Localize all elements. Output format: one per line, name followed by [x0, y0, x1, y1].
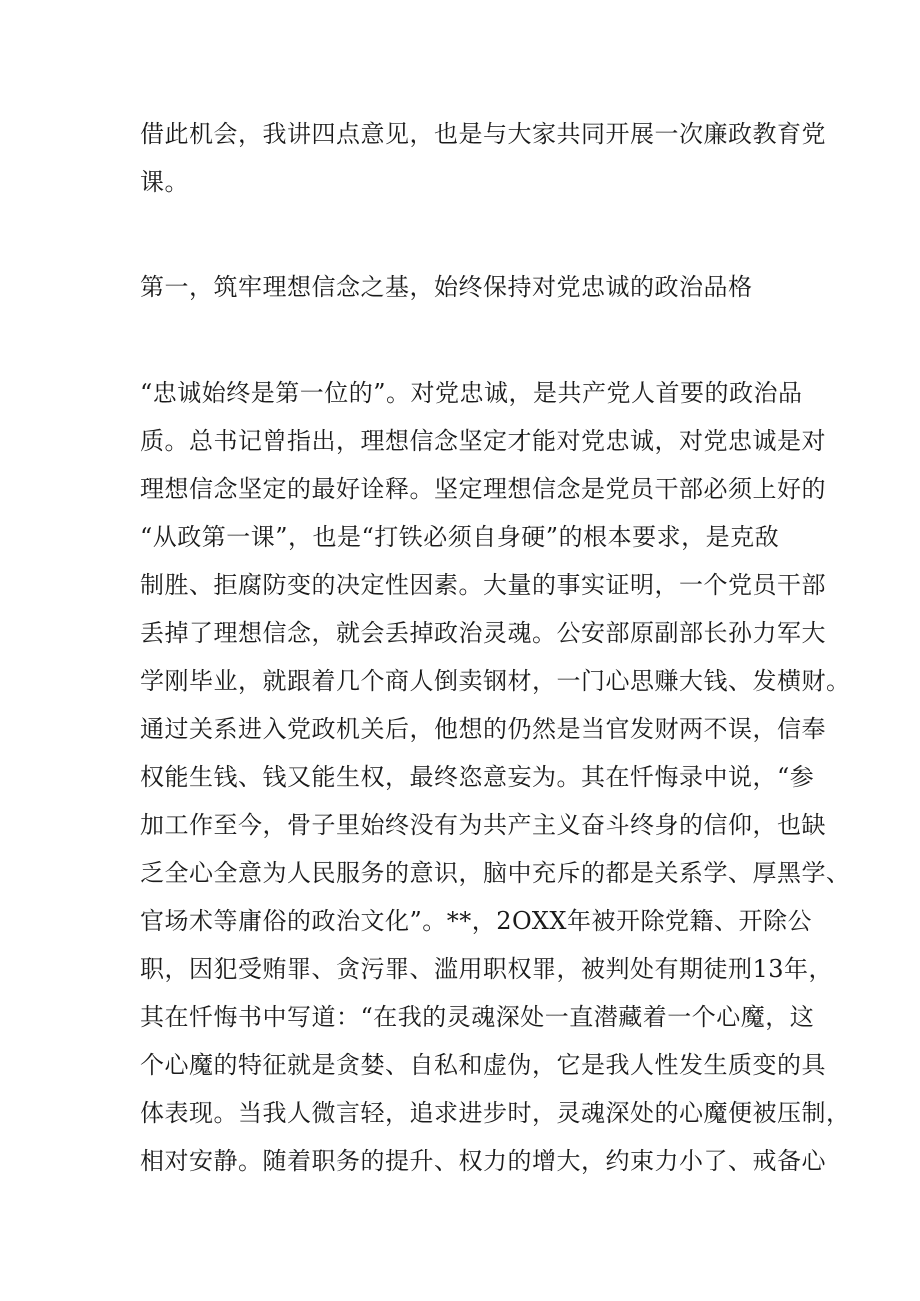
body-line-11: 乏全心全意为人民服务的意识，脑中充斥的都是关系学、厚黑学、 [140, 859, 851, 887]
intro-line-2: 课。 [140, 168, 189, 196]
body-line-16: 体表现。当我人微言轻，追求进步时，灵魂深处的心魔便被压制， [140, 1099, 851, 1127]
intro-line-1: 借此机会，我讲四点意见，也是与大家共同开展一次廉政教育党 [140, 120, 826, 148]
body-line-17: 相对安静。随着职务的提升、权力的增大，约束力小了、戒备心 [140, 1147, 826, 1175]
body-line-4: “从政第一课”，也是“打铁必须自身硬”的根本要求，是克敌 [140, 523, 780, 551]
body-line-5: 制胜、拒腐防变的决定性因素。大量的事实证明，一个党员干部 [140, 571, 826, 599]
body-line-1: “忠诚始终是第一位的”。对党忠诚，是共产党人首要的政治品 [140, 379, 803, 407]
body-line-8: 通过关系进入党政机关后，他想的仍然是当官发财两不误，信奉 [140, 715, 826, 743]
body-line-9: 权能生钱、钱又能生权，最终恣意妄为。其在忏悔录中说，“参 [140, 763, 815, 791]
body-line-3: 理想信念坚定的最好诠释。坚定理想信念是党员干部必须上好的 [140, 475, 826, 503]
body-line-15: 个心魔的特征就是贪婪、自私和虚伪，它是我人性发生质变的具 [140, 1051, 826, 1079]
body-line-12: 官场术等庸俗的政治文化”。**，2OXX年被开除党籍、开除公 [140, 907, 812, 935]
body-line-2: 质。总书记曾指出，理想信念坚定才能对党忠诚，对党忠诚是对 [140, 427, 826, 455]
body-line-7: 学刚毕业，就跟着几个商人倒卖钢材，一门心思赚大钱、发横财。 [140, 667, 851, 695]
body-line-10: 加工作至今，骨子里始终没有为共产主义奋斗终身的信仰，也缺 [140, 811, 826, 839]
body-line-13: 职，因犯受贿罪、贪污罪、滥用职权罪，被判处有期徒刑13年， [140, 955, 834, 983]
section-heading: 第一，筑牢理想信念之基，始终保持对党忠诚的政治品格 [140, 273, 753, 301]
body-line-14: 其在忏悔书中写道：“在我的灵魂深处一直潜藏着一个心魔，这 [140, 1003, 815, 1031]
body-line-6: 丢掉了理想信念，就会丢掉政治灵魂。公安部原副部长孙力军大 [140, 619, 826, 647]
